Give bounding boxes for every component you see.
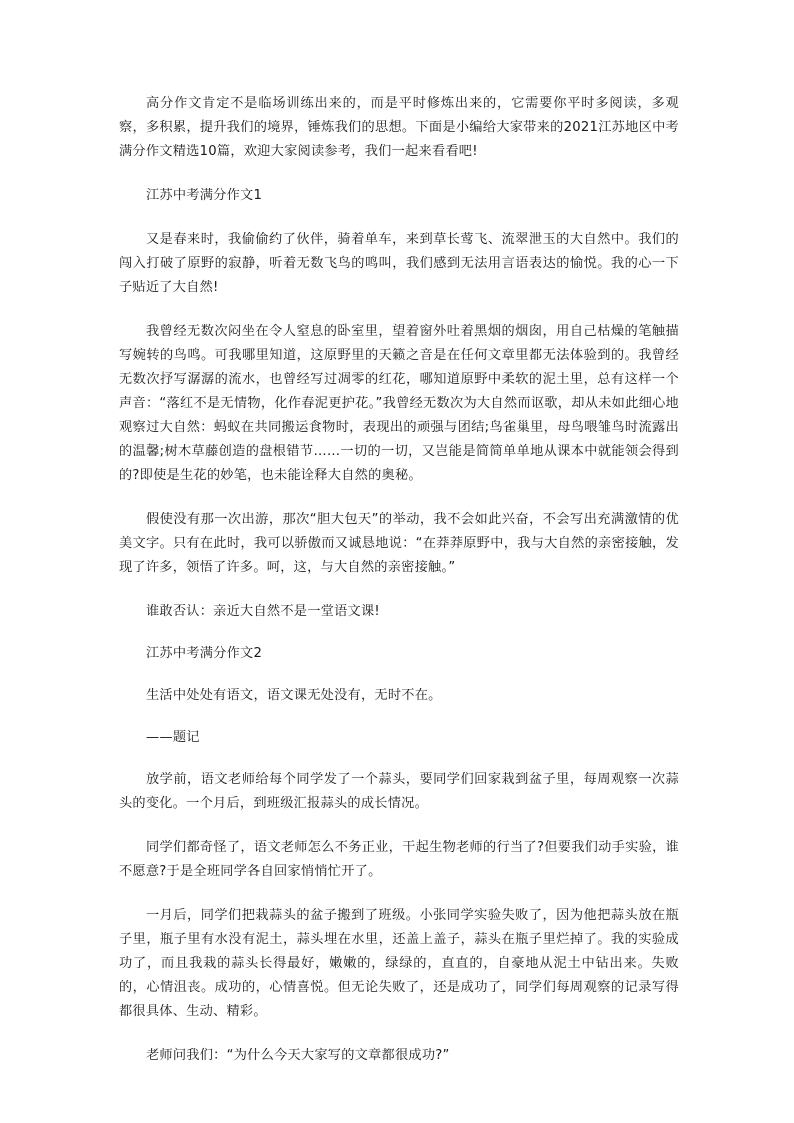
essay-2-paragraph-1: 放学前，语文老师给每个同学发了一个蒜头，要同学们回家栽到盆子里，每周观察一次蒜头的变化。一个月后，到班级汇报蒜头的成长情况。 [119,772,679,811]
document-page [119,92,679,1088]
essay-1-paragraph-4: 谁敢否认：亲近大自然不是一堂语文课! [146,604,380,619]
essay-1-paragraph-2: 我曾经无数次闷坐在令人窒息的卧室里，望着窗外吐着黑烟的烟囱，用自己枯燥的笔触描写婉转的鸟鸣。可我哪里知道，这原野里的天籁之音是在任何文章里都无法体验到的。我曾经无数次抒写潺潺的流水，也曾经写过凋零的红花，哪知道原野中柔软的泥土里，总有这样一个声音：“落红不是无情物，化作春泥更护花。”我曾经无数次为大自然而讴歌，却从未如此细心地观察过大自然：蚂蚁在共同搬运食物时，表现出的顽强与团结;鸟雀巢里，母鸟喂雏鸟时流露出的温馨;树木草藤创造的盘根错节……一切的一切，又岂能是简简单单地从课本中就能领会得到的?即使是生花的妙笔，也未能诠释大自然的奥秘。 [119,324,679,483]
essay-1-paragraph-1: 又是春来时，我偷偷约了伙伴，骑着单车，来到草长莺飞、流翠泄玉的大自然中。我们的闯入打破了原野的寂静，听着无数飞鸟的鸣叫，我们感到无法用言语表达的愉悦。我的心一下子贴近了大自然! [119,232,679,295]
essay-2-paragraph-3: 一月后，同学们把栽蒜头的盆子搬到了班级。小张同学实验失败了，因为他把蒜头放在瓶子里，瓶子里有水没有泥土，蒜头埋在水里，还盖上盖子，蒜头在瓶子里烂掉了。我的实验成功了，而且我栽的蒜头长得最好，嫩嫩的，绿绿的，直直的，自豪地从泥土中钻出来。失败的，心情沮丧。成功的，心情喜悦。但无论失败了，还是成功了，同学们每周观察的记录写得都很具体、生动、精彩。 [119,908,679,1019]
essay-2-epigraph: 生活中处处有语文，语文课无处没有，无时不在。 [146,688,442,703]
essay-2-paragraph-4: 老师问我们：“为什么今天大家写的文章都很成功?” [146,1048,450,1063]
essay-1-paragraph-3: 假使没有那一次出游，那次“胆大包天”的举动，我不会如此兴奋，不会写出充满激情的优美文字。只有在此时，我可以骄傲而又诚恳地说：“在莽莽原野中，我与大自然的亲密接触，发现了许多，领悟了许多。呵，这，与大自然的亲密接触。” [119,512,679,575]
essay-2-epigraph-attribution: ——题记 [146,730,200,745]
intro-paragraph: 高分作文肯定不是临场训练出来的，而是平时修炼出来的，它需要你平时多阅读，多观察，多积累，提升我们的境界，锤炼我们的思想。下面是小编给大家带来的2021江苏地区中考满分作文精选10篇，欢迎大家阅读参考，我们一起来看看吧! [119,96,679,159]
essay-2-paragraph-2: 同学们都奇怪了，语文老师怎么不务正业，干起生物老师的行当了?但要我们动手实验，谁不愿意?于是全班同学各自回家悄悄忙开了。 [119,840,679,879]
essay-2-heading: 江苏中考满分作文2 [146,646,263,661]
essay-1-heading: 江苏中考满分作文1 [146,188,263,203]
